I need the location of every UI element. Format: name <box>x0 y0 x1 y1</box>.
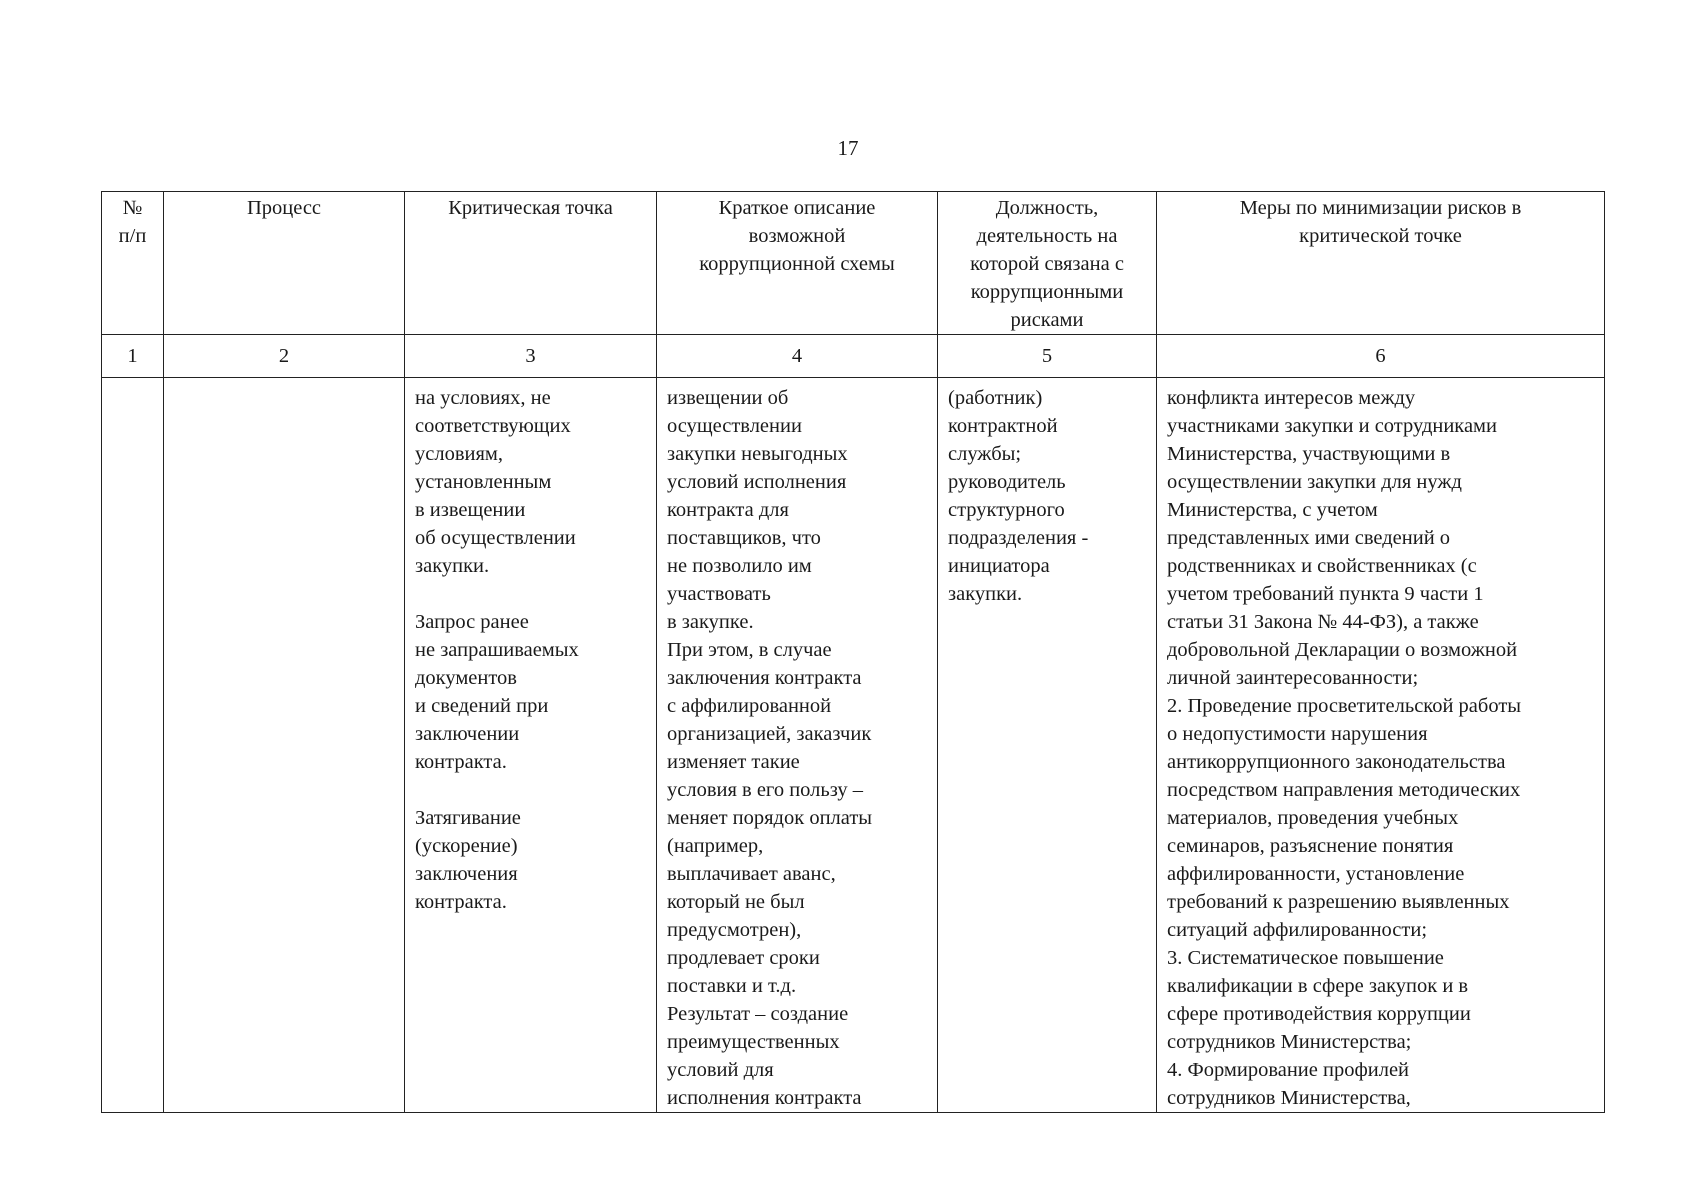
header-critical-point: Критическая точка <box>405 192 657 335</box>
cell-critical-point: на условиях, не соответствующих условиям, установленным в извещении об осуществлении закупки. Запрос ранее не запрашиваемых документов и сведений при заключении контракта. Затягивание (ускорение) заключения контракта. <box>405 378 657 1113</box>
column-number: 6 <box>1157 335 1605 378</box>
column-number: 3 <box>405 335 657 378</box>
corruption-risk-table <box>101 191 1605 1113</box>
column-number: 2 <box>164 335 405 378</box>
table-header-row <box>102 192 1605 335</box>
cell-process <box>164 378 405 1113</box>
cell-measures: конфликта интересов между участниками закупки и сотрудниками Министерства, участвующими в осуществлении закупки для нужд Министерства, с учетом представленных ими сведений о родственниках и свойственниках (с учетом требований пункта 9 части 1 статьи 31 Закона № 44-ФЗ), а также добровольной Декларации о возможной личной заинтересованности; 2. Проведение просветительской работы о недопустимости нарушения антикоррупционного законодательства посредством направления методических материалов, проведения учебных семинаров, разъяснение понятия аффилированности, установление требований к разрешению выявленных ситуаций аффилированности; 3. Систематическое повышение квалификации в сфере закупок и в сфере противодействия коррупции сотрудников Министерства; 4. Формирование профилей сотрудников Министерства, <box>1157 378 1605 1113</box>
column-number-row <box>102 335 1605 378</box>
header-process: Процесс <box>164 192 405 335</box>
header-position: Должность, деятельность на которой связана с коррупционными рисками <box>938 192 1157 335</box>
column-number: 4 <box>657 335 938 378</box>
header-measures: Меры по минимизации рисков в критической точке <box>1157 192 1605 335</box>
table-row <box>102 378 1605 1113</box>
column-number: 5 <box>938 335 1157 378</box>
header-scheme-description: Краткое описание возможной коррупционной схемы <box>657 192 938 335</box>
cell-number <box>102 378 164 1113</box>
header-number: № п/п <box>102 192 164 335</box>
page-number: 17 <box>837 136 859 160</box>
cell-position: (работник) контрактной службы; руководитель структурного подразделения - инициатора закупки. <box>938 378 1157 1113</box>
cell-scheme-description: извещении об осуществлении закупки невыгодных условий исполнения контракта для поставщиков, что не позволило им участвовать в закупке. При этом, в случае заключения контракта с аффилированной организацией, заказчик изменяет такие условия в его пользу – меняет порядок оплаты (например, выплачивает аванс, который не был предусмотрен), продлевает сроки поставки и т.д. Результат – создание преимущественных условий для исполнения контракта <box>657 378 938 1113</box>
column-number: 1 <box>102 335 164 378</box>
